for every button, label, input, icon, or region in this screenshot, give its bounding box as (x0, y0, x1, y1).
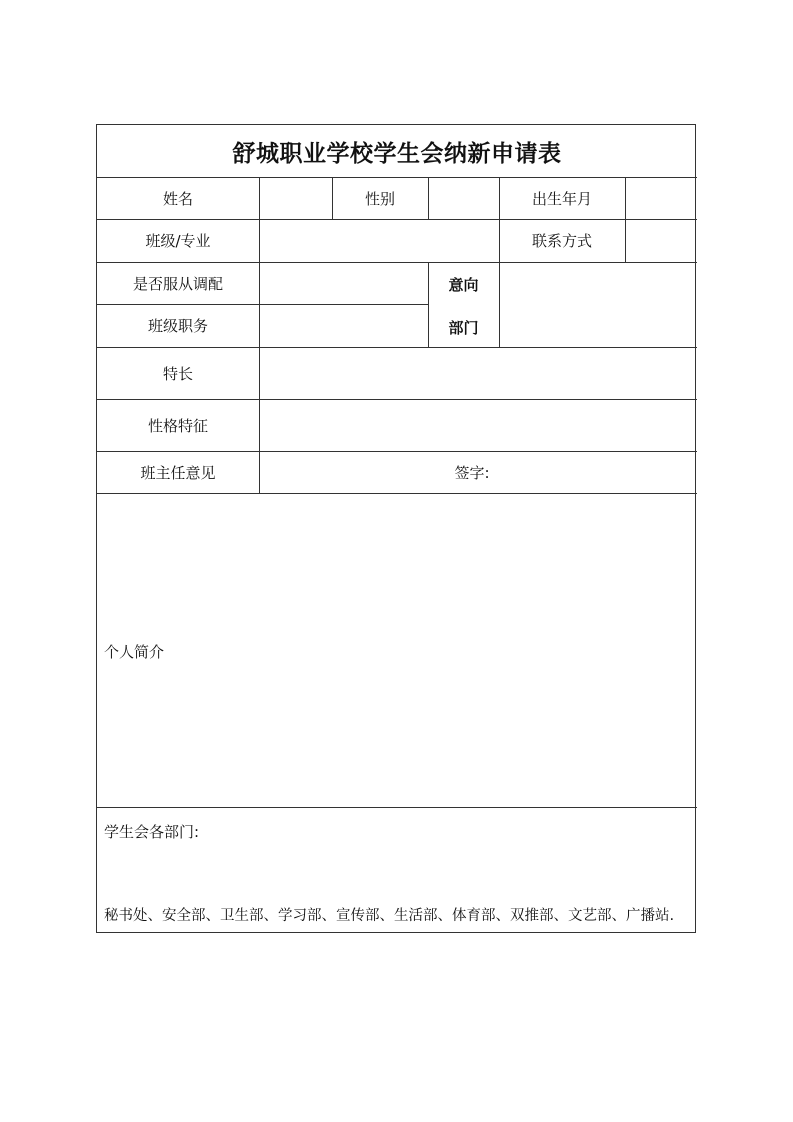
gender-label: 性别 (364, 189, 395, 208)
intended-dept-label-line2: 部门 (448, 318, 479, 337)
profile-field[interactable] (97, 493, 697, 807)
gender-field[interactable] (428, 177, 499, 219)
contact-label: 联系方式 (531, 232, 592, 250)
specialty-field[interactable] (259, 347, 697, 399)
specialty-label: 特长 (162, 364, 193, 383)
intended-dept-label-line1: 意向 (448, 275, 479, 294)
signature-label: 签字: (454, 463, 490, 482)
name-field[interactable] (259, 177, 332, 219)
departments-title: 学生会各部门: (104, 823, 200, 841)
obey-assignment-field[interactable] (259, 262, 428, 304)
class-major-label: 班级/专业 (145, 232, 211, 250)
name-label: 姓名 (162, 189, 193, 208)
intended-dept-field[interactable] (499, 262, 697, 347)
application-form-table (96, 124, 696, 933)
personality-field[interactable] (259, 399, 697, 451)
class-major-field[interactable] (259, 219, 499, 262)
row-divider (97, 807, 697, 808)
birth-field[interactable] (625, 177, 697, 219)
obey-assignment-label: 是否服从调配 (132, 274, 223, 293)
teacher-opinion-label: 班主任意见 (140, 463, 216, 482)
birth-label: 出生年月 (531, 189, 592, 208)
contact-field[interactable] (625, 219, 697, 262)
departments-list: 秘书处、安全部、卫生部、学习部、宣传部、生活部、体育部、双推部、文艺部、广播站. (104, 908, 675, 924)
profile-label: 个人简介 (104, 643, 165, 661)
personality-label: 性格特征 (147, 416, 208, 435)
class-position-field[interactable] (259, 304, 428, 347)
class-position-label: 班级职务 (147, 317, 208, 335)
form-title: 舒城职业学校学生会纳新申请表 (232, 140, 562, 167)
